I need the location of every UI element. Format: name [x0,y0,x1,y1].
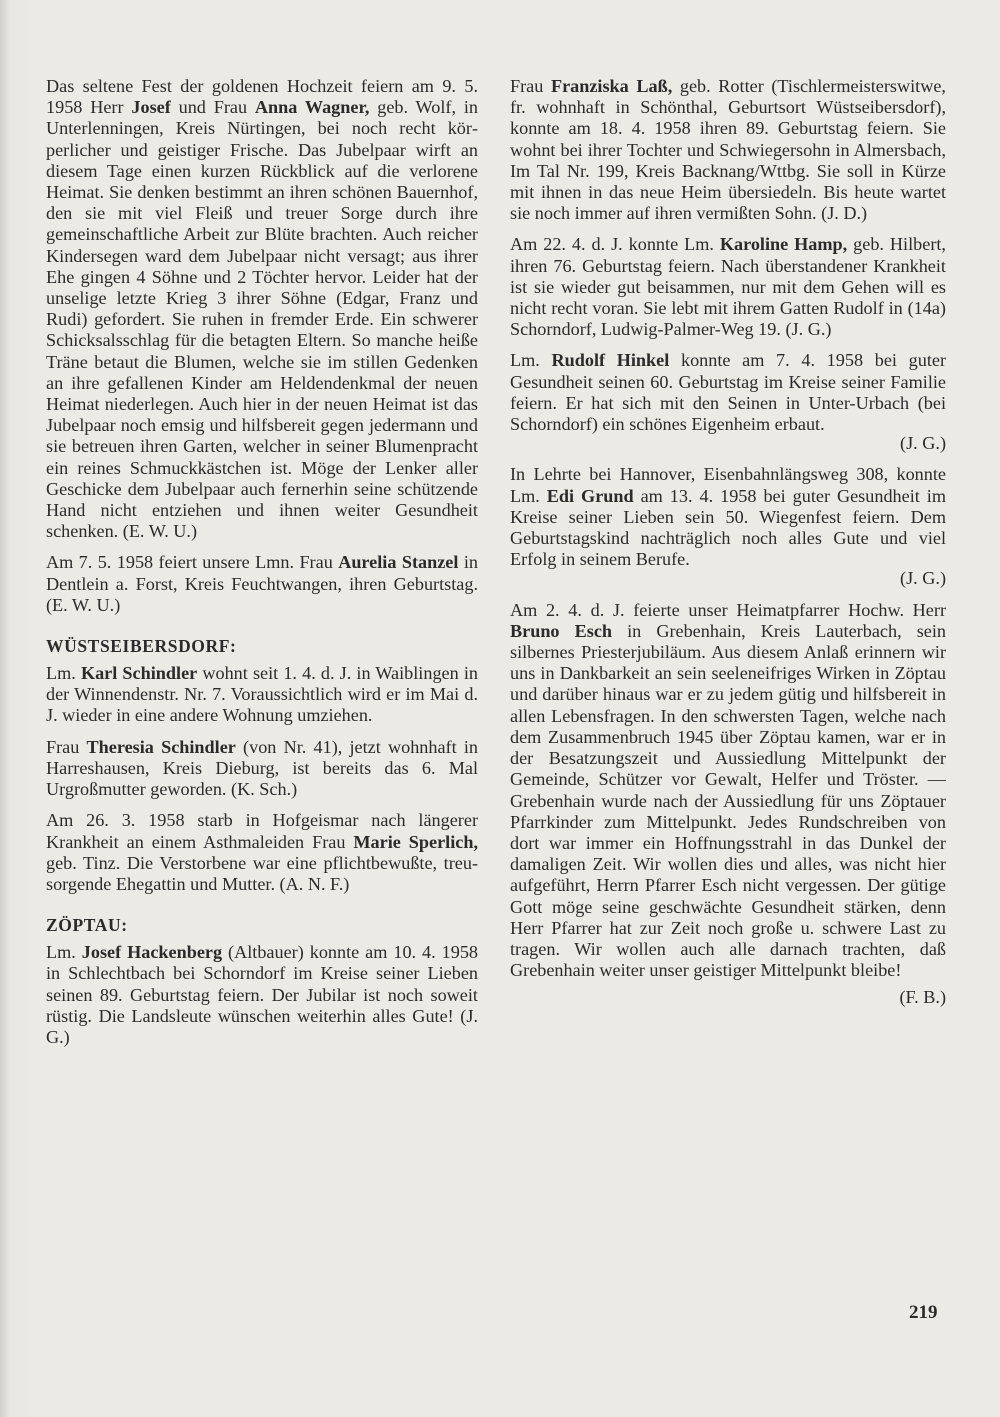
author-initials: (J. G.) [900,568,946,589]
article-karl-schindler: Lm. Karl Schindler wohnt seit 1. 4. d. J. in Waiblingen in der Winnendenstr. Nr. 7. Voraussichtlich wird er im Mai d. J. wieder in eine andere Wohnung umziehen. [46,663,478,726]
article-golden-wedding: Das seltene Fest der goldenen Hochzeit feiern am 9. 5. 1958 Herr Josef und Frau Anna Wagner, geb. Wolf, in Unterlenningen, Kreis Nürtingen, bei noch recht körperlicher und geistiger Frische. Das Jubelpaar wirft an diesem Tage einen kurzen Rückblick auf die verlorene Heimat. Sie denken bestimmt an ihren schönen Bauernhof, den sie mit viel Fleiß und treuer Sorge durch ihre gemeinschaftliche Arbeit zur Blüte brachten. Auch reicher Kindersegen ward dem Jubelpaar nicht versagt; aus ihrer Ehe gingen 4 Söhne und 2 Töchter hervor. Leider hat der unselige letzte Krieg 3 ihrer Söhne (Edgar, Franz und Rudi) gefordert. Sie ruhen in fremder Erde. Ein schwerer Schicksalsschlag für die betagten Eltern. So manche heiße Träne betaut die Blumen, welche sie im stillen Gedenken an ihre gefallenen Kinder am Heldendenkmal der neuen Heimat niederlegen. Auch hier in der neuen Heimat ist das Jubelpaar noch emsig und hilfsbereit gegen jedermann und sie betreuen ihren Garten, welcher in seiner Blumenpracht ein reines Schmuckkästchen ist. Möge der Lenker aller Geschicke dem Jubelpaar auch fernerhin seine schützende Hand nicht entziehen und ihnen weiter Gesundheit schenken. (E. W. U.) [46,76,479,542]
article-edi-grund: In Lehrte bei Hannover, Eisenbahnlängsweg 308, konnte Lm. Edi Grund am 13. 4. 1958 bei guter Gesundheit im Kreise seiner Lieben sein 50. Wiegenfest feiern. Dem Geburtstagskind nachträglich noch alles Gute und viel Erfolg in seinem Berufe. (J. G.) [510,464,946,589]
person-name: Josef Hackenberg [81,942,223,963]
right-column [510,76,946,1019]
person-name: Karl Schindler [80,663,198,684]
person-name: Aurelia Stanzel [338,552,459,573]
page-number: 219 [909,1302,938,1323]
article-karoline-hamp: Am 22. 4. d. J. konnte Lm. Karoline Hamp, geb. Hilbert, ihren 76. Geburtstag feiern. Nach überstandener Krankheit ist sie wieder gut beisammen, nur mit dem Gehen will es nicht recht voran. Sie lebt mit ihrem Gatten Rudolf in (14a) Schorndorf, Ludwig-Palmer-Weg 19. (J. G.) [510,234,946,340]
person-name: Marie Sperlich, [353,831,478,852]
person-name: Rudolf Hinkel [551,350,670,371]
section-heading-wuestseibersdorf: WÜSTSEIBERSDORF: [46,636,237,657]
person-name: Bruno Esch [510,620,613,641]
article-stanzel: Am 7. 5. 1958 feiert unsere Lmn. Frau Aurelia Stanzel in Dentlein a. Forst, Kreis Feuchtwangen, ihren Geburtstag. (E. W. U.) [46,552,478,615]
article-marie-sperlich: Am 26. 3. 1958 starb in Hofgeismar nach längerer Krankheit an einem Asthmaleiden Frau Marie Sperlich, geb. Tinz. Die Verstorbene war eine pflichtbewußte, treusorgende Ehegattin und Mutter. (A. N. F.) [46,810,478,894]
person-name: Anna Wagner, [254,97,370,118]
person-name: Edi Grund [546,485,634,506]
person-name: Theresia Schindler [86,736,236,757]
author-initials: (F. B.) [899,987,946,1008]
article-theresia-schindler: Frau Theresia Schindler (von Nr. 41), jetzt wohnhaft in Harreshausen, Kreis Dieburg, ist bereits das 6. Mal Urgroßmutter geworden. (K. Sch.) [46,736,478,800]
person-name: Josef [131,97,171,118]
person-name: Karoline Hamp, [719,234,848,255]
article-franziska-lass: Frau Franziska Laß, geb. Rotter (Tischlermeisterswitwe, fr. wohnhaft in Schönthal, Geburtsort Wüstseibersdorf), konnte am 18. 4. 1958 ihren 89. Geburtstag feiern. Sie wohnt bei ihrer Tochter und Schwiegersohn in Almersbach, Im Tal Nr. 199, Kreis Backnang/Wttbg. Sie soll in Kürze mit ihnen in das neue Heim übersiedeln. Bis heute wartet sie noch immer auf ihren vermißten Sohn. (J. D.) [510,76,946,224]
left-column [46,76,478,1058]
article-rudolf-hinkel: Lm. Rudolf Hinkel konnte am 7. 4. 1958 bei guter Gesundheit seinen 60. Geburtstag im Kreise seiner Familie feiern. Er hat sich mit den Seinen in Unter-Urbach (bei Schorndorf) ein schönes Eigenheim erbaut. (J. G.) [510,350,947,454]
author-initials: (J. G.) [900,433,946,454]
section-heading-zoeptau: ZÖPTAU: [46,915,128,936]
article-bruno-esch: Am 2. 4. d. J. feierte unser Heimatpfarrer Hochw. Herr Bruno Esch in Grebenhain, Kreis Lauterbach, sein silbernes Priesterjubiläum. Aus diesem Anlaß erinnern wir uns in Dankbarkeit an sein seeleneifriges Wirken in Zöptau und darüber hinaus war er zu jedem gütig und hilfsbereit in allen Lebensfragen. In den schwersten Tagen, welche nach dem Zusammenbruch 1945 über Zöptau kamen, war er in der Besatzungszeit und Aussiedlung Mittelpunkt der Gemeinde, Schützer vor Gewalt, Helfer und Tröster. — Grebenhain wurde nach der Aussiedlung für uns Zöptauer Pfarrkinder zum Mittelpunkt. Jedes Rundschreiben von dort war immer ein Hoffnungsstrahl in das Dunkel der damaligen Zeit. Wir wollen dies und alles, was nicht hier aufgeführt, Herrn Pfarrer Esch nicht vergessen. Der gütige Gott möge seine geschwächte Gesundheit stärken, denn Herr Pfarrer hat zur Zeit noch große u. schwere Last zu tragen. Wir wollen auch alle darnach trachten, daß Grebenhain weiter unser geistiger Mittelpunkt bleibe! (F. B.) [510,599,946,1008]
article-josef-hackenberg: Lm. Josef Hackenberg (Altbauer) konnte am 10. 4. 1958 in Schlechtbach bei Schorndorf im Kreise seiner Lieben seinen 89. Geburtstag feiern. Der Jubilar ist noch soweit rüstig. Die Landsleute wünschen weiterhin alles Gute! (J. G.) [46,942,479,1047]
person-name: Franziska Laß, [550,76,673,96]
